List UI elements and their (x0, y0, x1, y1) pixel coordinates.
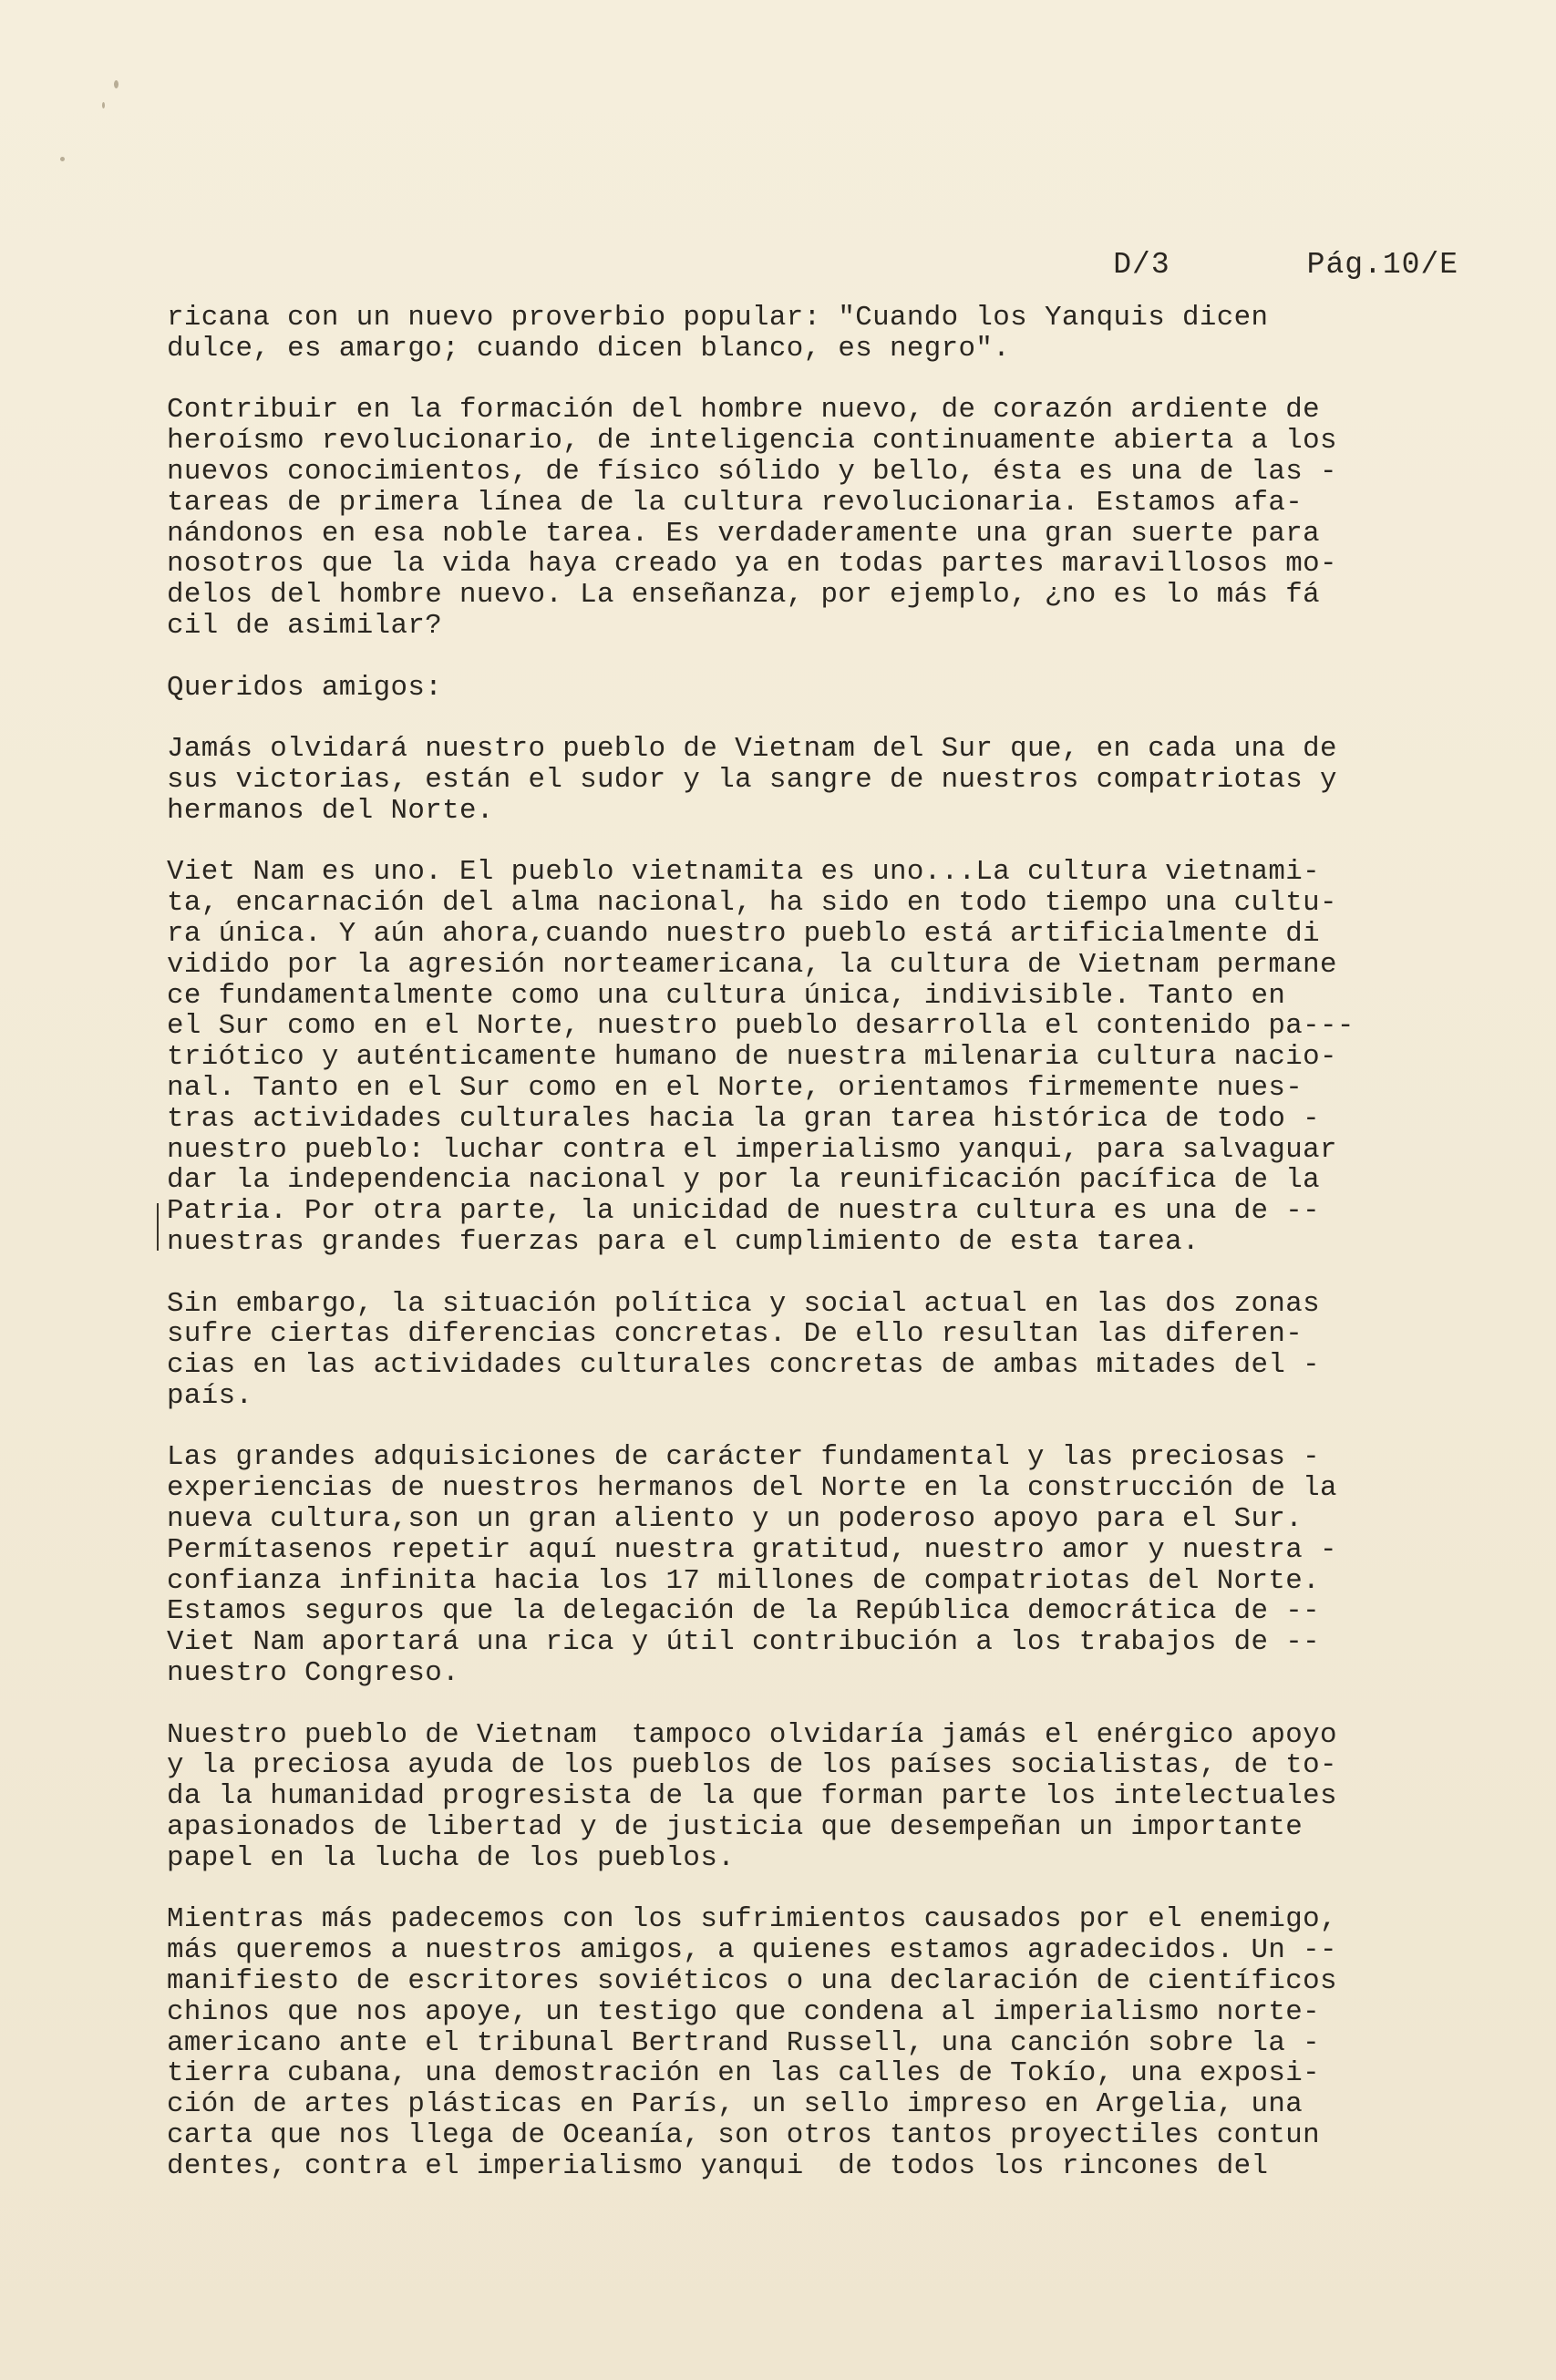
text-line: Jamás olvidará nuestro pueblo de Vietnam del Sur que, en cada una de (167, 733, 1337, 766)
text-line: tierra cubana, una demostración en las calles de Tokío, una exposi- (167, 2057, 1321, 2090)
text-line: delos del hombre nuevo. La enseñanza, por ejemplo, ¿no es lo más fá (167, 579, 1321, 612)
text-line: y la preciosa ayuda de los pueblos de los países socialistas, de to- (167, 1749, 1337, 1782)
text-line: cil de asimilar? (167, 609, 443, 642)
text-line: nal. Tanto en el Sur como en el Norte, orientamos firmemente nues- (167, 1071, 1304, 1104)
text-line: Patria. Por otra parte, la unicidad de nuestra cultura es una de -- (167, 1195, 1321, 1228)
paragraph (167, 857, 1461, 1257)
text-line: sufre ciertas diferencias concretas. De ello resultan las diferen- (167, 1318, 1304, 1351)
paragraph-gap (167, 365, 1461, 396)
text-line: nándonos en esa noble tarea. Es verdaderamente una gran suerte para (167, 517, 1321, 550)
text-line: Queridos amigos: (167, 671, 443, 704)
text-line: ce fundamentalmente como una cultura única, indivisible. Tanto en (167, 979, 1286, 1012)
text-line: nueva cultura,son un gran aliento y un poderoso apoyo para el Sur. (167, 1503, 1304, 1536)
text-line: Viet Nam es uno. El pueblo vietnamita es uno...La cultura vietnami- (167, 856, 1321, 889)
text-line: nuestras grandes fuerzas para el cumplimiento de esta tarea. (167, 1225, 1200, 1258)
paragraph-gap (167, 1689, 1461, 1720)
paragraph (167, 1720, 1461, 1874)
text-line: ricana con un nuevo proverbio popular: "Cuando los Yanquis dicen (167, 302, 1269, 334)
text-line: dentes, contra el imperialismo yanqui de todos los rincones del (167, 2149, 1269, 2182)
text-line: chinos que nos apoye, un testigo que condena al imperialismo norte- (167, 1995, 1321, 2028)
text-line: heroísmo revolucionario, de inteligencia continuamente abierta a los (167, 425, 1337, 458)
text-line: ción de artes plásticas en París, un sello impreso en Argelia, una (167, 2088, 1304, 2121)
document-body (167, 303, 1461, 2182)
paragraph-gap (167, 1874, 1461, 1905)
text-line: Viet Nam aportará una rica y útil contribución a los trabajos de -- (167, 1626, 1321, 1659)
text-line: ta, encarnación del alma nacional, ha sido en todo tiempo una cultu- (167, 887, 1337, 920)
text-line: carta que nos llega de Oceanía, son otros tantos proyectiles contun (167, 2119, 1321, 2152)
margin-mark (157, 1203, 159, 1251)
text-line: Sin embargo, la situación política y social actual en las dos zonas (167, 1287, 1321, 1320)
paper-speck (60, 157, 65, 161)
text-line: Mientras más padecemos con los sufrimientos causados por el enemigo, (167, 1903, 1337, 1936)
text-line: americano ante el tribunal Bertrand Russell, una canción sobre la - (167, 2026, 1321, 2059)
paragraph (167, 734, 1461, 826)
text-line: nosotros que la vida haya creado ya en todas partes maravillosos mo- (167, 548, 1337, 581)
text-line: nuevos conocimientos, de físico sólido y bello, ésta es una de las - (167, 455, 1337, 488)
text-line: confianza infinita hacia los 17 millones de compatriotas del Norte. (167, 1564, 1321, 1597)
text-line: cias en las actividades culturales concretas de ambas mitades del - (167, 1349, 1321, 1382)
text-line: tras actividades culturales hacia la gran tarea histórica de todo - (167, 1102, 1321, 1135)
text-line: Contribuir en la formación del hombre nuevo, de corazón ardiente de (167, 394, 1321, 427)
text-line: papel en la lucha de los pueblos. (167, 1841, 736, 1874)
paragraph (167, 1904, 1461, 2181)
text-line: triótico y auténticamente humano de nuestra milenaria cultura nacio- (167, 1041, 1337, 1074)
text-line: más queremos a nuestros amigos, a quienes estamos agradecidos. Un -- (167, 1934, 1337, 1967)
paper-speck (102, 102, 105, 108)
text-line: dulce, es amargo; cuando dicen blanco, es negro". (167, 332, 1011, 365)
text-line: ra única. Y aún ahora,cuando nuestro pueblo está artificialmente di (167, 917, 1321, 950)
paragraph-gap (167, 1412, 1461, 1443)
document-reference: D/3 (1113, 248, 1170, 282)
text-line: Estamos seguros que la delegación de la República democrática de -- (167, 1595, 1321, 1628)
paragraph (167, 303, 1461, 365)
text-line: dar la independencia nacional y por la reunificación pacífica de la (167, 1164, 1321, 1197)
text-line: vidido por la agresión norteamericana, la cultura de Vietnam permane (167, 948, 1337, 981)
paragraph (167, 673, 1461, 704)
text-line: nuestro Congreso. (167, 1657, 459, 1690)
text-line: Nuestro pueblo de Vietnam tampoco olvidaría jamás el enérgico apoyo (167, 1718, 1337, 1751)
text-line: nuestro pueblo: luchar contra el imperialismo yanqui, para salvaguar (167, 1133, 1337, 1166)
text-line: tareas de primera línea de la cultura revolucionaria. Estamos afa- (167, 486, 1304, 519)
text-line: manifiesto de escritores soviéticos o una declaración de científicos (167, 1965, 1337, 1998)
text-line: país. (167, 1379, 253, 1412)
paragraph-gap (167, 827, 1461, 858)
text-line: Las grandes adquisiciones de carácter fundamental y las preciosas - (167, 1441, 1321, 1474)
text-line: experiencias de nuestros hermanos del Norte en la construcción de la (167, 1472, 1337, 1505)
paper-speck (114, 80, 119, 88)
paragraph-gap (167, 1258, 1461, 1289)
text-line: el Sur como en el Norte, nuestro pueblo desarrolla el contenido pa--- (167, 1010, 1355, 1043)
text-line: sus victorias, están el sudor y la sangre de nuestros compatriotas y (167, 763, 1337, 796)
paragraph-gap (167, 703, 1461, 734)
page-number: Pág.10/E (1306, 248, 1459, 282)
page-header (1037, 214, 1458, 315)
paragraph (167, 1442, 1461, 1688)
text-line: Permítasenos repetir aquí nuestra gratitud, nuestro amor y nuestra - (167, 1533, 1337, 1566)
text-line: apasionados de libertad y de justicia que desempeñan un importante (167, 1811, 1304, 1844)
paragraph-gap (167, 642, 1461, 673)
paragraph (167, 1289, 1461, 1412)
paragraph (167, 395, 1461, 641)
text-line: hermanos del Norte. (167, 794, 494, 827)
text-line: da la humanidad progresista de la que forman parte los intelectuales (167, 1780, 1337, 1813)
